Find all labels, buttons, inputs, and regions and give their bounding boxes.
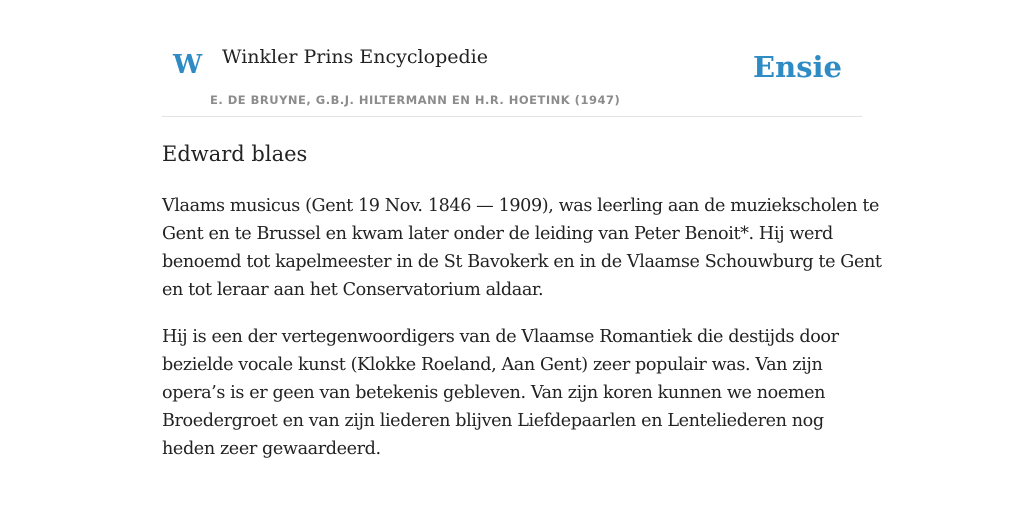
paragraph-line: bezielde vocale kunst (Klokke Roeland, Aan Gent) zeer populair was. Van zijn xyxy=(162,355,823,375)
page xyxy=(162,0,882,512)
source-title-link[interactable]: Winkler Prins Encyclopedie xyxy=(222,46,488,68)
paragraph-line: en tot leraar aan het Conservatorium aldaar. xyxy=(162,280,544,300)
ensie-logo-link[interactable]: Ensie xyxy=(753,50,842,84)
source-header xyxy=(162,0,862,117)
paragraph-line: Broedergroet en van zijn liederen blijven Liefdepaarlen en Lenteliederen nog xyxy=(162,411,824,431)
article-paragraph-1 xyxy=(162,192,882,304)
source-logo-icon[interactable]: W xyxy=(173,50,203,80)
paragraph-line: Gent en te Brussel en kwam later onder de leiding van Peter Benoit*. Hij werd xyxy=(162,224,833,244)
article-title: Edward blaes xyxy=(162,142,308,166)
paragraph-line: Vlaams musicus (Gent 19 Nov. 1846 — 1909), was leerling aan de muziekscholen te xyxy=(162,196,880,216)
paragraph-line: benoemd tot kapelmeester in de St Bavokerk en in de Vlaamse Schouwburg te Gent xyxy=(162,252,882,272)
source-authors: E. DE BRUYNE, G.B.J. HILTERMANN EN H.R. HOETINK (1947) xyxy=(210,93,621,107)
paragraph-line: opera’s is er geen van betekenis gebleven. Van zijn koren kunnen we noemen xyxy=(162,383,826,403)
paragraph-line: Hij is een der vertegenwoordigers van de Vlaamse Romantiek die destijds door xyxy=(162,327,839,347)
paragraph-line: heden zeer gewaardeerd. xyxy=(162,439,381,459)
article-paragraph-2 xyxy=(162,323,862,463)
